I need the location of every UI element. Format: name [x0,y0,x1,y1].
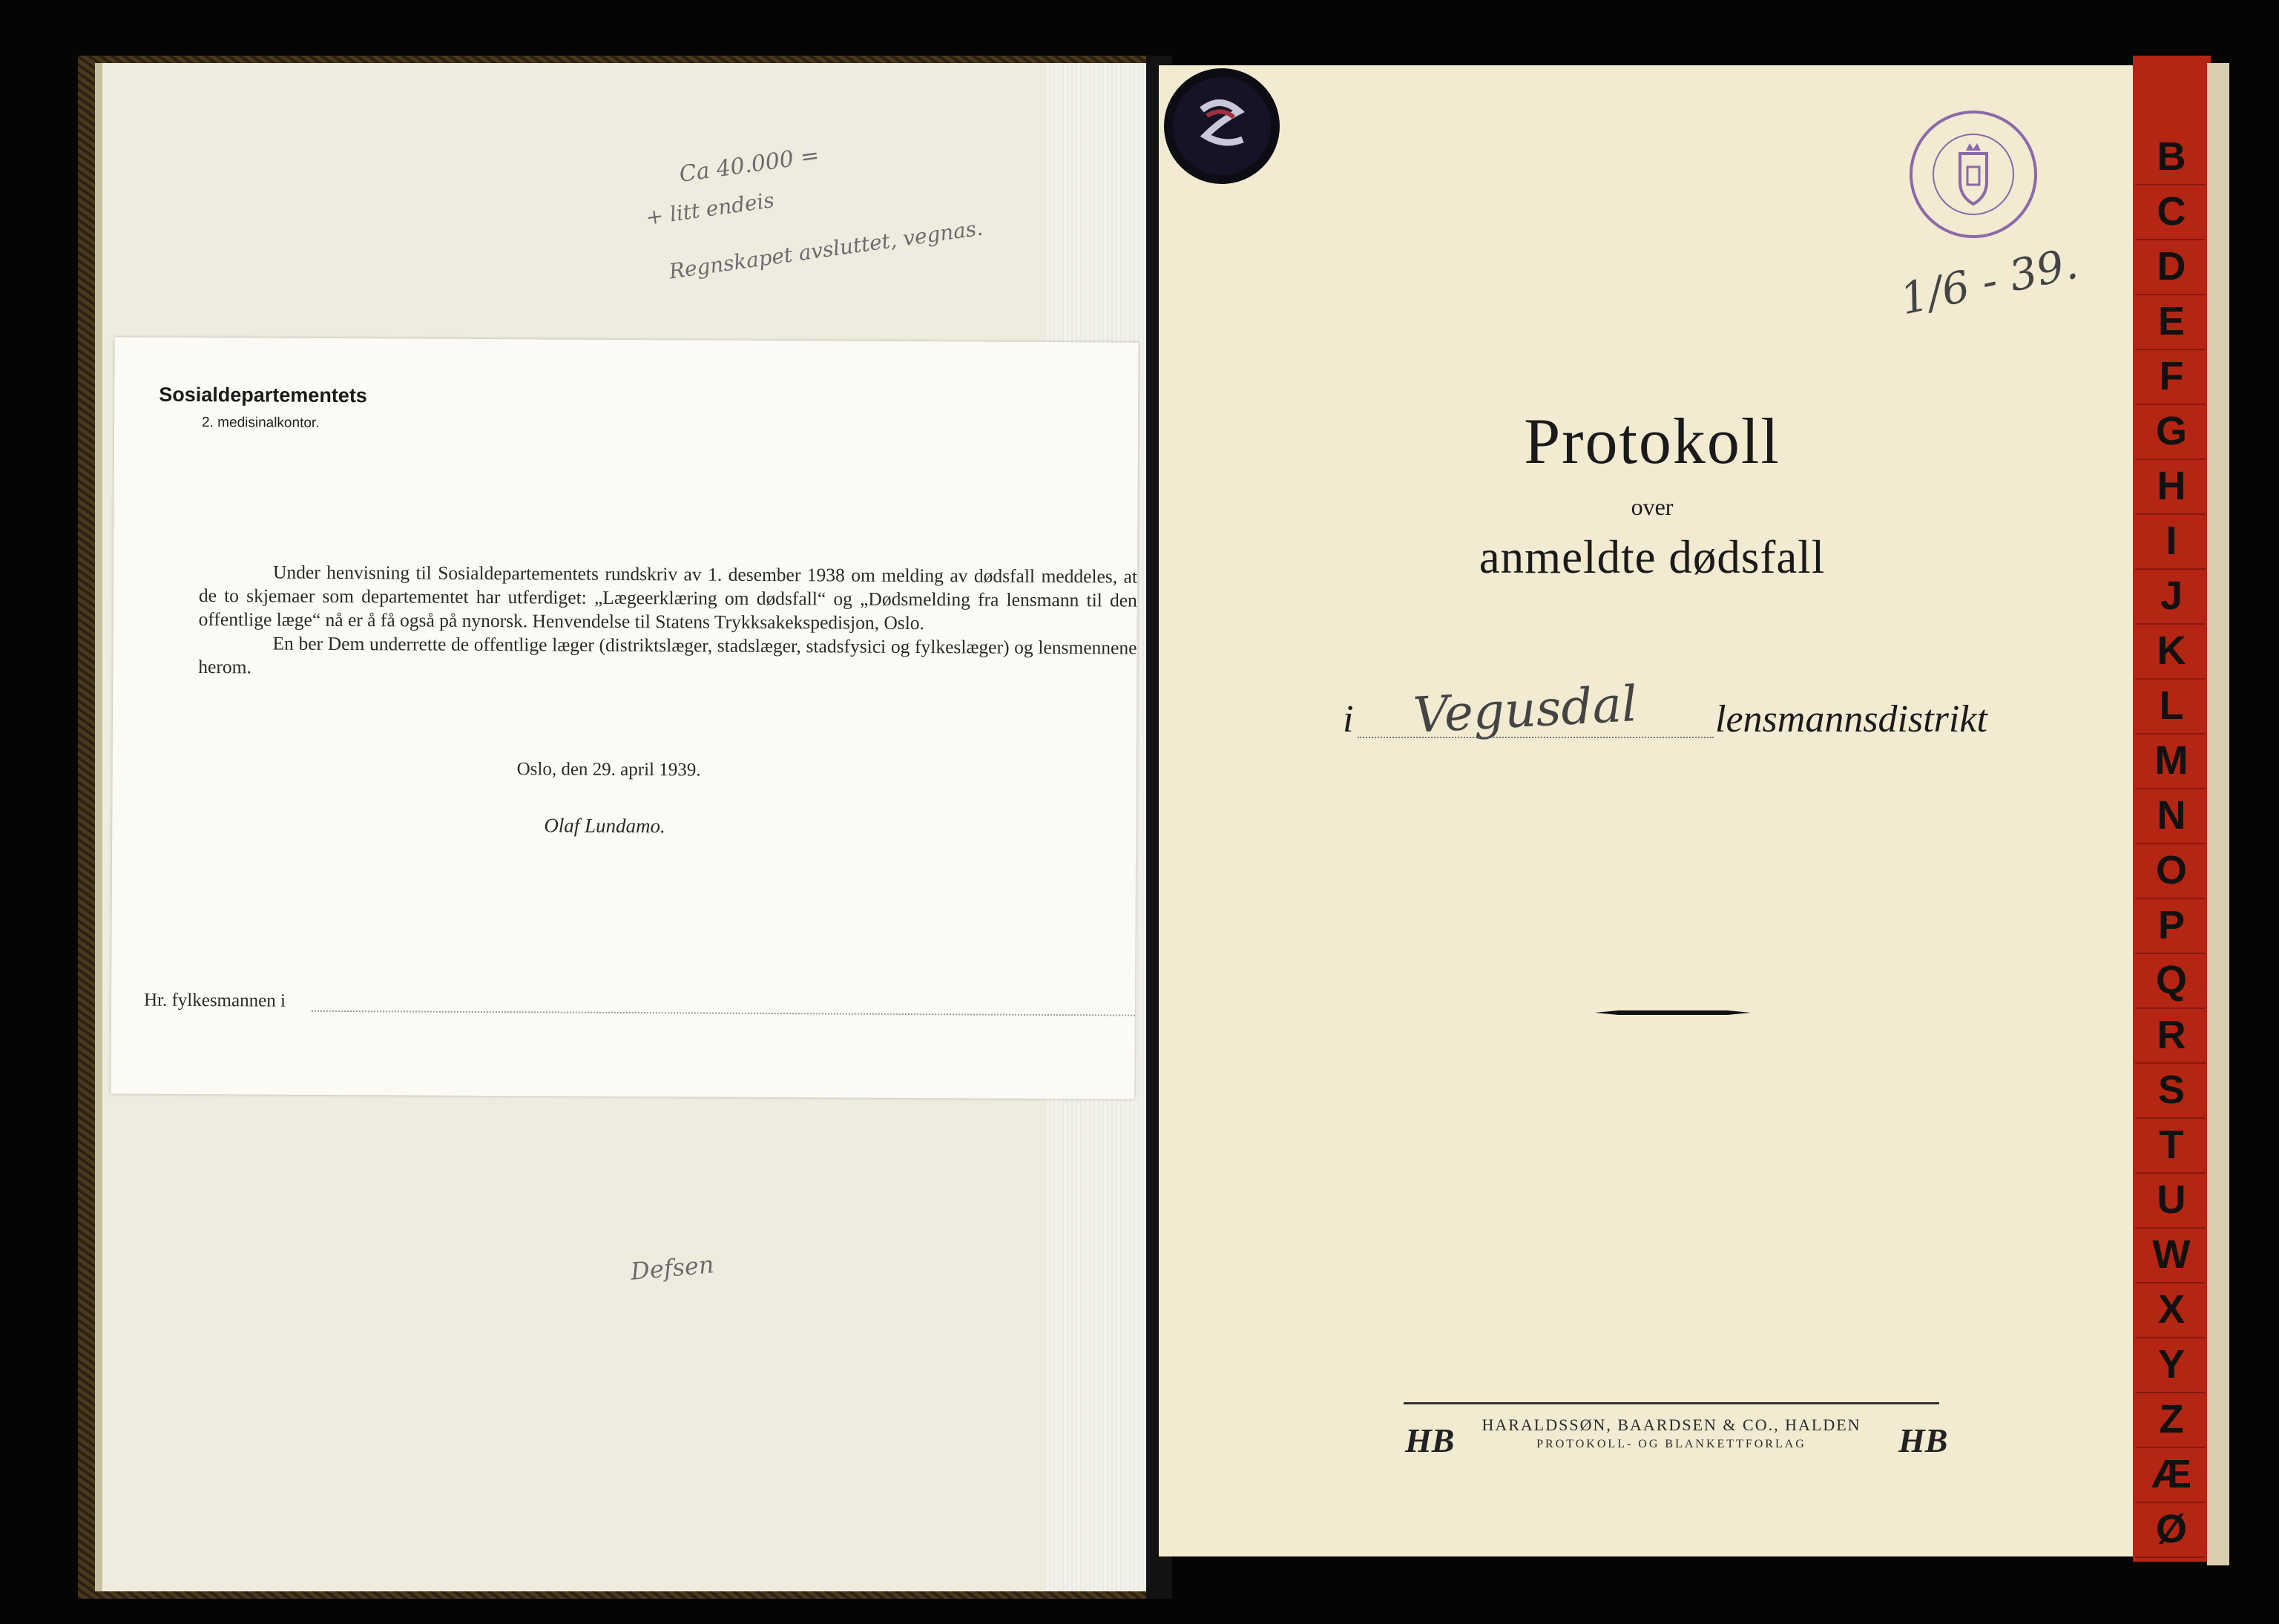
index-tab-g[interactable]: G [2155,409,2187,453]
index-tab-d[interactable]: D [2157,244,2186,289]
index-tab-æ[interactable]: Æ [2151,1452,2191,1496]
index-tab-separator [2135,1337,2206,1338]
index-tab-b[interactable]: B [2157,134,2186,179]
index-tab-q[interactable]: Q [2155,958,2187,1002]
index-tab-l[interactable]: L [2159,683,2184,728]
index-tab-f[interactable]: F [2159,354,2184,398]
letter-body [198,560,1137,684]
index-tab-r[interactable]: R [2157,1013,2186,1057]
index-tab-separator [2135,1117,2206,1119]
index-tab-e[interactable]: E [2157,299,2186,343]
index-tab-separator [2135,678,2206,680]
page-subtitle: anmeldte dødsfall [1479,531,1826,583]
index-tab-separator [2135,843,2206,844]
inserted-letter [111,337,1138,1099]
index-tab-separator [2135,1556,2206,1558]
district-dotted-line [1358,737,1714,738]
svg-text:HB: HB [1405,1421,1454,1459]
index-tab-k[interactable]: K [2157,628,2186,673]
index-tab-separator [2135,568,2206,570]
left-page-edge [95,63,102,1591]
index-tab-z[interactable]: Z [2159,1397,2184,1441]
index-tab-separator [2135,1447,2206,1448]
wax-seal-icon [1161,65,1283,188]
index-tab-separator [2135,953,2206,954]
publisher-rule [1404,1402,1939,1404]
index-tab-y[interactable]: Y [2157,1342,2186,1387]
pencil-note-addition: + litt endeis [644,188,776,230]
page-title: Protokoll [1524,406,1780,478]
publisher-subtitle: PROTOKOLL- OG BLANKETTFORLAG [1536,1438,1806,1450]
letter-addressee: Hr. fylkesmannen i [143,990,286,1011]
publisher-name: HARALDSSØN, BAARDSEN & CO., HALDEN [1481,1416,1861,1434]
letter-department: Sosialdepartementets [159,383,367,407]
index-tab-p[interactable]: P [2157,903,2186,947]
index-tab-separator [2135,349,2206,350]
index-tab-m[interactable]: M [2154,738,2188,783]
index-tab-separator [2135,1007,2206,1009]
index-tab-o[interactable]: O [2155,848,2187,892]
ornamental-rule [1595,1010,1751,1015]
publisher-logo-icon [1895,1413,1947,1465]
index-tab-h[interactable]: H [2157,464,2186,508]
index-tab-i[interactable]: I [2165,519,2177,563]
pencil-note-amount: Ca 40.000 = [677,142,821,188]
index-tab-separator [2135,1172,2206,1174]
index-tab-separator [2135,733,2206,734]
letter-office: 2. medisinalkontor. [202,415,320,431]
index-tab-w[interactable]: W [2152,1232,2191,1277]
pencil-note-accounts: Regnskapet avsluttet, vegnas. [667,215,984,284]
index-tab-t[interactable]: T [2159,1122,2184,1167]
district-name-handwritten: Vegusdal [1412,675,1639,744]
index-tab-c[interactable]: C [2157,189,2186,234]
index-tab-separator [2135,458,2206,460]
pencil-signature: Defsen [629,1250,715,1286]
index-tab-separator [2135,788,2206,789]
index-tab-u[interactable]: U [2157,1177,2186,1222]
index-tab-separator [2135,404,2206,405]
letter-paragraph-2: En ber Dem underrette de offentlige læger (distriktslæger, stadslæger, stadsfysici og fylkeslæger) og lensmennene herom. [198,632,1137,678]
index-tab-ø[interactable]: Ø [2155,1507,2187,1551]
index-tab-separator [2135,1282,2206,1283]
index-tab-s[interactable]: S [2157,1068,2186,1112]
index-tab-separator [2135,898,2206,899]
index-tab-separator [2135,1502,2206,1503]
page-edges [2207,63,2229,1565]
letter-place-date: Oslo, den 29. april 1939. [516,759,701,780]
index-tab-j[interactable]: J [2160,573,2183,618]
index-tab-separator [2135,184,2206,185]
letter-paragraph-1: Under henvisning til Sosialdepartementets rundskriv av 1. desember 1938 om melding av dødsfall meddeles, at de to skjemaer som departementet har utferdiget: „Lægeerklæring om dødsfall“ og „Dødsmelding fra lensmann til den offentlige læge“ nå er å få også på nynorsk. Henvendelse til Statens Trykksakekspedisjon, Oslo. [198,561,1138,634]
index-tab-separator [2135,294,2206,295]
index-tab-separator [2135,1392,2206,1393]
addressee-dotted-line [312,1010,1135,1016]
title-connector: over [1631,493,1674,520]
index-tab-separator [2135,1227,2206,1229]
district-prefix: i [1343,698,1354,740]
index-tab-n[interactable]: N [2157,793,2186,838]
letter-signature: Olaf Lundamo. [544,814,665,838]
index-tab-separator [2135,1062,2206,1064]
index-tab-separator [2135,623,2206,625]
index-tab-separator [2135,513,2206,515]
district-suffix: lensmannsdistrikt [1715,698,1987,740]
handwritten-date: 1/6 - 39. [1895,237,2082,325]
index-tab-separator [2135,239,2206,240]
district-stamp-icon [1907,108,2040,241]
svg-text:HB: HB [1898,1421,1947,1459]
index-tab-x[interactable]: X [2157,1287,2186,1332]
